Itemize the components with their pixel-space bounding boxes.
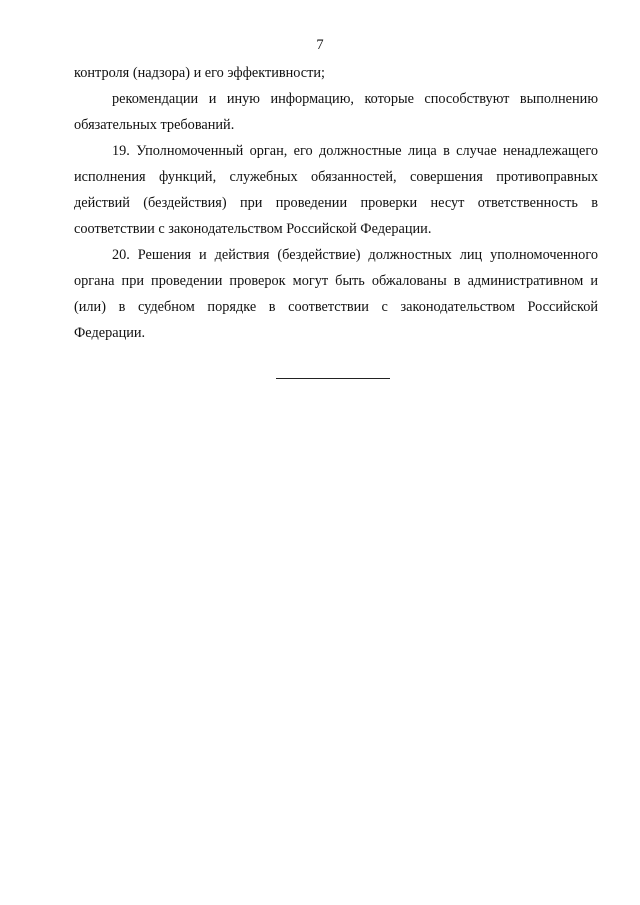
paragraph-20: 20. Решения и действия (бездействие) должностных лиц уполномоченного органа при проведении проверок могут быть обжалованы в административном и (или) в судебном порядке в соответствии с законодательством Российской Федерации. [74, 247, 598, 341]
page-number: 7 [316, 37, 324, 53]
end-divider-line [276, 378, 390, 379]
paragraph-continuation: контроля (надзора) и его эффективности; [74, 65, 326, 81]
document-body [74, 60, 598, 346]
paragraph-19: 19. Уполномоченный орган, его должностные лица в случае ненадлежащего исполнения функций, служебных обязанностей, совершения противоправных действий (бездействия) при проведении проверки несут ответственность в соответствии с законодательством Российской Федерации. [74, 143, 598, 237]
paragraph-recommendations: рекомендации и иную информацию, которые способствуют выполнению обязательных требований. [74, 91, 598, 133]
